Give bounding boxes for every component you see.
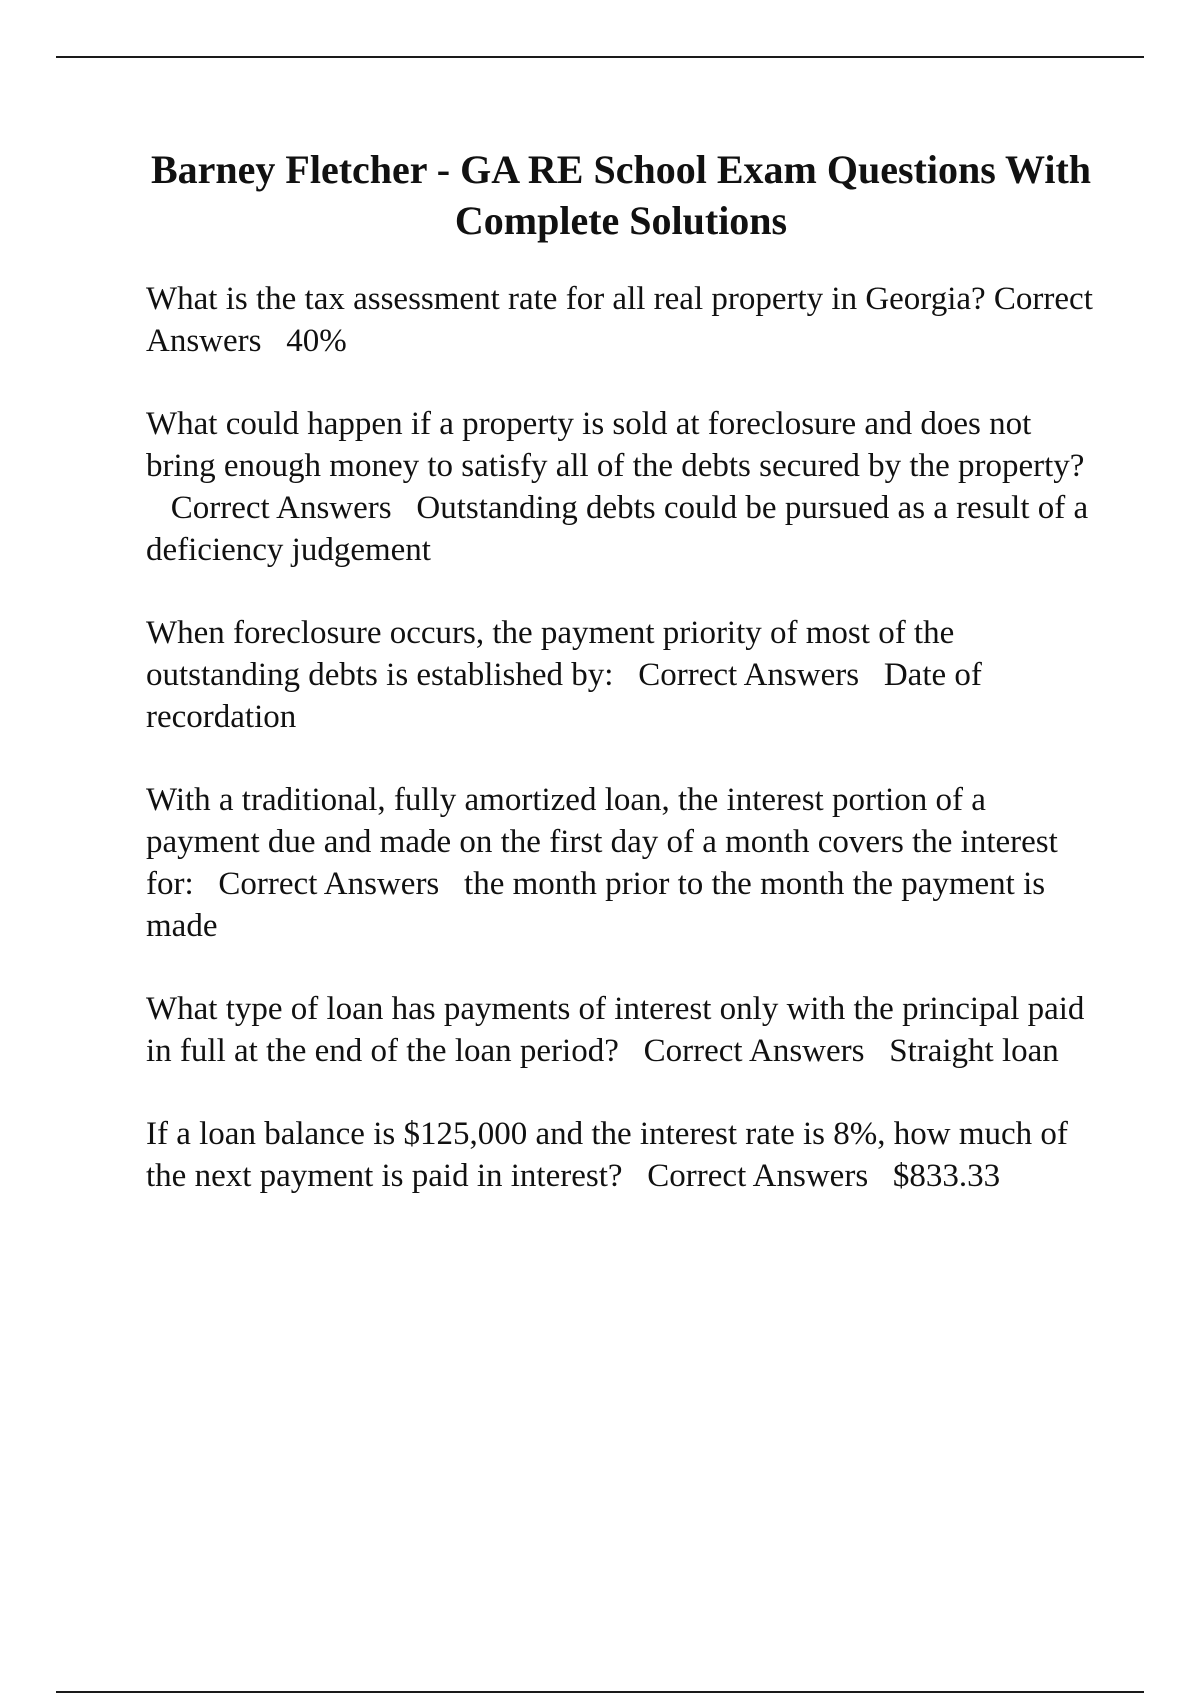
document-body [146, 144, 1096, 1238]
qa-item-2 [146, 403, 1096, 571]
question-text: When foreclosure occurs, the payment priority of most of the outstanding debts is established by: [146, 615, 955, 693]
answer-label: Correct Answers [170, 490, 392, 526]
document-title: Barney Fletcher - GA RE School Exam Questions With Complete Solutions [150, 147, 1092, 243]
answer-label: Correct Answers [643, 1033, 865, 1069]
answer-text: Outstanding debts could be pursued as a result of a deficiency judgement [146, 490, 1089, 568]
answer-text: Date of recordation [146, 657, 982, 735]
top-rule [56, 56, 1144, 58]
question-text: What could happen if a property is sold at foreclosure and does not bring enough money to satisfy all of the debts secured by the property? [146, 406, 1085, 484]
question-text: With a traditional, fully amortized loan, the interest portion of a payment due and made on the first day of a month covers the interest for: [146, 782, 1058, 902]
answer-label: Correct Answers [218, 866, 440, 902]
qa-item-6 [146, 1113, 1096, 1197]
question-text: What is the tax assessment rate for all real property in Georgia? [146, 281, 986, 317]
answer-label: Correct Answers [647, 1158, 869, 1194]
qa-item-1 [146, 278, 1096, 362]
question-text: If a loan balance is $125,000 and the interest rate is 8%, how much of the next payment is paid in interest? [146, 1116, 1068, 1194]
answer-text: $833.33 [892, 1158, 1001, 1194]
answer-text: the month prior to the month the payment is made [146, 866, 1046, 944]
qa-item-3 [146, 612, 1096, 738]
answer-text: 40% [286, 323, 347, 359]
answer-text: Straight loan [889, 1033, 1059, 1069]
qa-item-5 [146, 988, 1096, 1072]
bottom-rule [56, 1691, 1144, 1693]
answer-label: Correct Answers [146, 281, 1093, 359]
qa-item-4 [146, 779, 1096, 947]
answer-label: Correct Answers [638, 657, 860, 693]
question-text: What type of loan has payments of interest only with the principal paid in full at the end of the loan period? [146, 991, 1085, 1069]
